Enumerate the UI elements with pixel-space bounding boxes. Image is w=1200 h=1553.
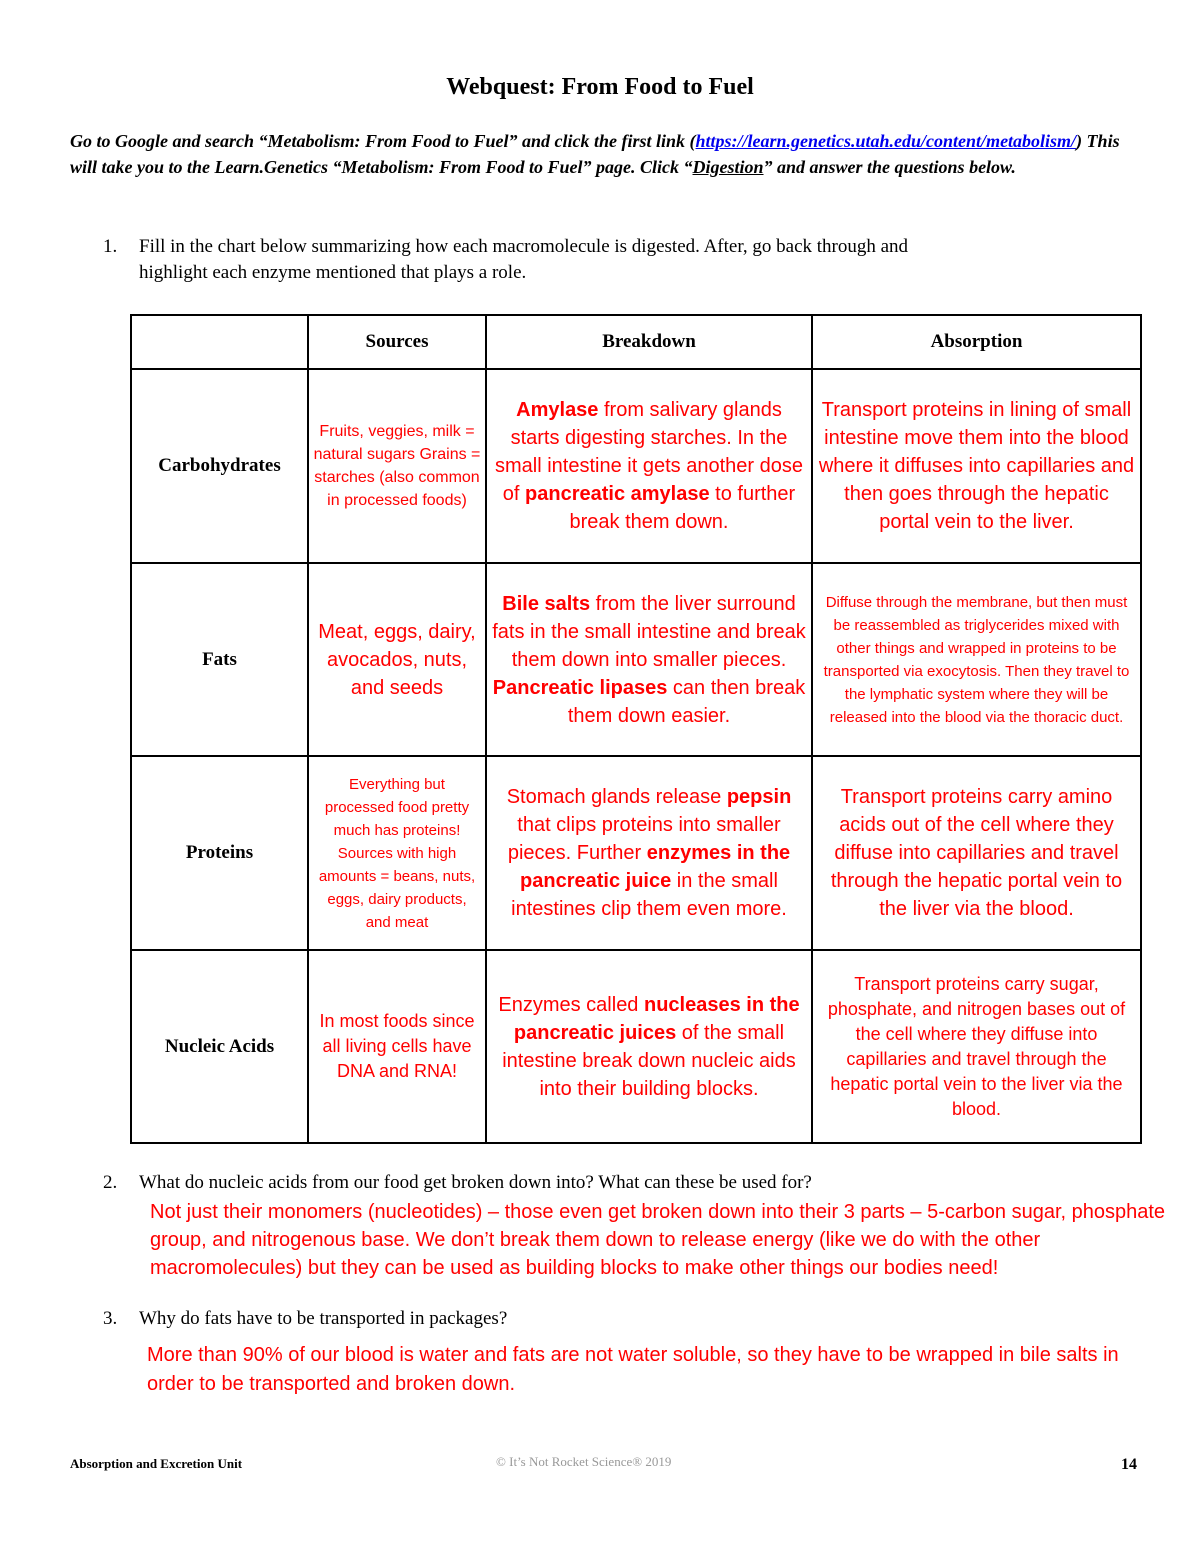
answer-text: Stomach glands release [506,786,727,808]
row-label: Nucleic Acids [131,950,308,1143]
enzyme-highlight: Bile salts [502,592,591,615]
answer-3: More than 90% of our blood is water and fats are not water soluble, so they have to be wrapped in bile salts in order to be transported and broken down. [147,1344,1119,1395]
question-1-continued: highlight each enzyme mentioned that plays a role. [139,262,527,283]
footer-unit: Absorption and Excretion Unit [70,1456,243,1471]
question-3 [103,1306,1123,1332]
question-text: Fill in the chart below summarizing how each macromolecule is digested. After, go back through and [139,236,909,257]
answer-text: from salivary glands starts digesting starches. In the small intestine it gets another dose of [495,399,803,505]
digestion-chart [130,314,1142,1144]
header-breakdown: Breakdown [486,315,812,369]
table-row [131,563,1141,756]
breakdown-cell [486,950,812,1143]
instructions [70,128,1150,180]
answer-text: to further break them down. [569,483,796,533]
sources-cell: Everything but processed food pretty much has proteins! Sources with high amounts = beans, nuts, eggs, dairy products, and meat [308,756,486,950]
table-header-row [131,315,1141,369]
question-text: What do nucleic acids from our food get broken down into? What can these be used for? [139,1172,812,1193]
footer-copyright: © It’s Not Rocket Science® 2019 [496,1454,672,1469]
instructions-part3: ” and answer the questions below. [763,157,1016,177]
page-number: 14 [1121,1456,1137,1473]
enzyme-highlight: Amylase [516,399,599,421]
question-1 [103,234,1123,260]
instructions-emphasis: Digestion [692,157,764,177]
answer-text: in the small intestines clip them even more. [511,870,787,920]
breakdown-cell [486,369,812,563]
enzyme-highlight: enzymes in the pancreatic juice [520,842,791,892]
header-blank [131,315,308,369]
header-sources: Sources [308,315,486,369]
row-label: Carbohydrates [131,369,308,563]
row-label: Fats [131,563,308,756]
enzyme-highlight: Pancreatic lipases [492,676,668,699]
sources-cell: Fruits, veggies, milk = natural sugars Grains = starches (also common in processed foods) [308,369,486,563]
absorption-cell: Transport proteins in lining of small intestine move them into the blood where it diffuses into capillaries and then goes through the hepatic portal vein to the liver. [812,369,1141,563]
breakdown-cell [486,756,812,950]
answer-2: Not just their monomers (nucleotides) – those even get broken down into their 3 parts – 5-carbon sugar, phosphate group, and nitrogenous base. We don’t break them down to release energy (like we do with the other macromolecules) but they can be used as building blocks to make other things our bodies need! [150,1201,1166,1279]
question-text: Why do fats have to be transported in packages? [139,1308,508,1329]
answer-text: Enzymes called [498,993,644,1016]
breakdown-cell [486,563,812,756]
answer-text: that clips proteins into smaller pieces. Further [507,814,781,864]
metabolism-link[interactable]: https://learn.genetics.utah.edu/content/metabolism/ [695,131,1077,151]
answer-text: can then break them down easier. [567,676,806,727]
page-title: Webquest: From Food to Fuel [446,74,754,100]
table-row [131,950,1141,1143]
enzyme-highlight: nucleases in the pancreatic juices [513,993,800,1044]
enzyme-highlight: pancreatic amylase [525,483,710,505]
absorption-cell: Transport proteins carry amino acids out of the cell where they diffuse into capillaries and travel through the hepatic portal vein to the liver via the blood. [812,756,1141,950]
question-number: 3. [103,1308,118,1329]
header-absorption: Absorption [812,315,1141,369]
answer-text: of the small intestine break down nucleic aids into their building blocks. [502,1021,796,1100]
enzyme-highlight: pepsin [726,786,792,808]
absorption-cell: Transport proteins carry sugar, phosphate, and nitrogen bases out of the cell where they diffuse into capillaries and travel through the hepatic portal vein to the liver via the blood. [812,950,1141,1143]
absorption-cell: Diffuse through the membrane, but then must be reassembled as triglycerides mixed with other things and wrapped in proteins to be transported via exocytosis. Then they travel to the lymphatic system where they will be released into the blood via the thoracic duct. [812,563,1141,756]
question-2 [103,1170,1123,1196]
instructions-part1: Go to Google and search “Metabolism: From Food to Fuel” and click the first link ( [70,131,696,151]
sources-cell: In most foods since all living cells have DNA and RNA! [308,950,486,1143]
sources-cell: Meat, eggs, dairy, avocados, nuts, and seeds [308,563,486,756]
instructions-part2: ) This will take you to the Learn.Genetics “Metabolism: From Food to Fuel” page. Click “ [70,131,1120,177]
answer-text: from the liver surround fats in the small intestine and break them down into smaller pieces. [492,592,806,671]
question-number: 2. [103,1172,118,1193]
table-row [131,756,1141,950]
question-number: 1. [103,236,118,257]
table-row [131,369,1141,563]
row-label: Proteins [131,756,308,950]
